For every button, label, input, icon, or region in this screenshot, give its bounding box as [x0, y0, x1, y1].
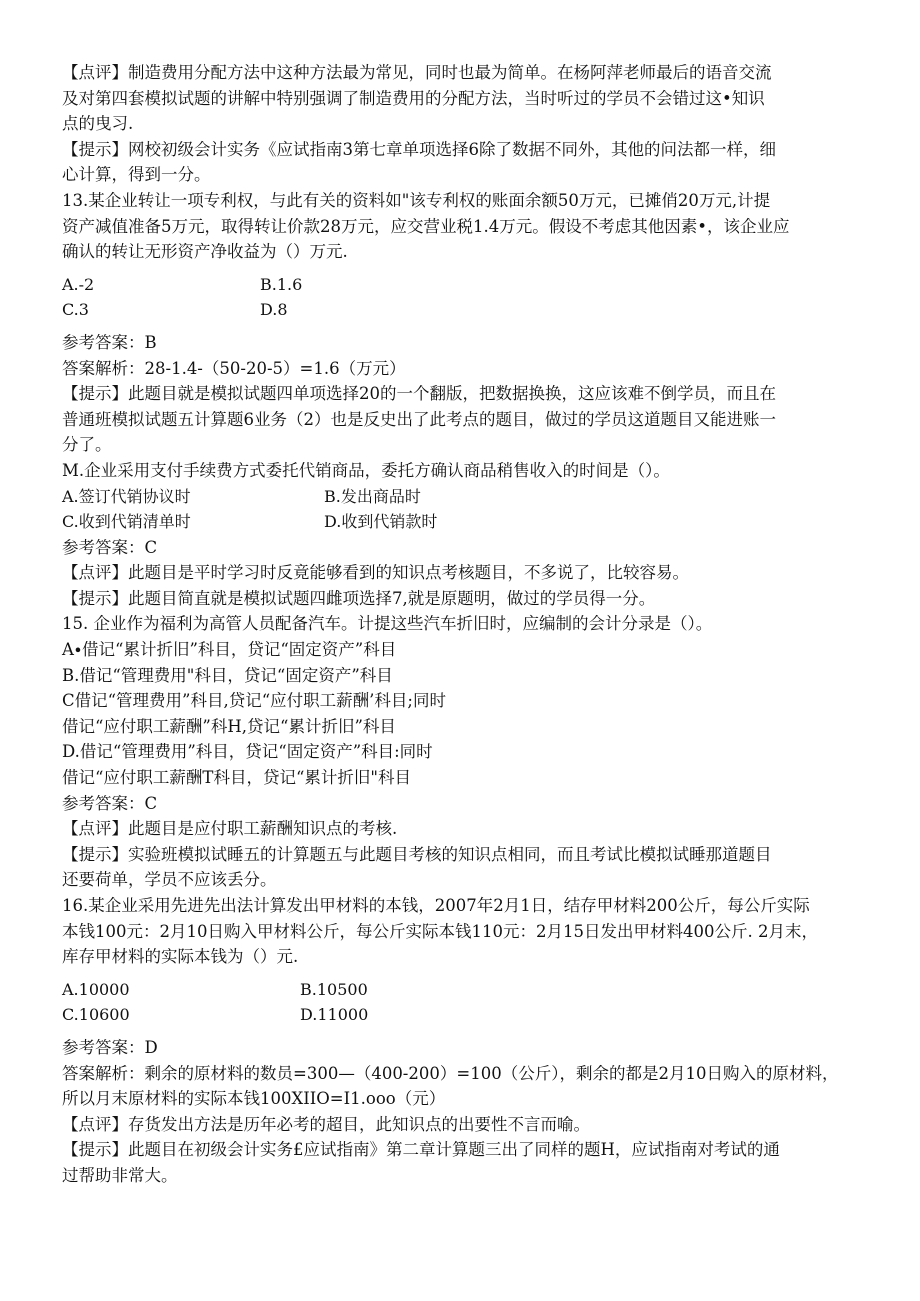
option-row — [62, 297, 860, 323]
text-line: 过帮助非常大。 — [62, 1165, 178, 1185]
spacer — [62, 1028, 860, 1035]
text-line: D.借记“管理费用”科目，贷记“固定资产”科目:同时 — [62, 742, 433, 762]
text-line: 【提示】此题目在初级会计实务£应试指南》第二章计算题三出了同样的题H，应试指南对考试的通 — [62, 1140, 780, 1160]
answer-option: B.1.6 — [260, 274, 303, 294]
option-row — [62, 484, 860, 510]
text-line: 分了。 — [62, 435, 112, 455]
text-line: B.借记“管理费用"科目，贷记“固定资产”科目 — [62, 665, 393, 685]
answer-option: A.10000 — [62, 979, 130, 999]
answer-option: A.签订代销协议时 — [62, 486, 191, 506]
text-line: 本钱100元：2月10日购入甲材料公斤，每公斤实际本钱110元：2月15日发出甲材料400公斤. 2月末， — [62, 921, 818, 941]
spacer — [62, 323, 860, 330]
text-line: 【点评】存货发出方法是历年必考的超目，此知识点的出要性不言而喻。 — [62, 1114, 590, 1134]
text-line: 【提示】此题目就是模拟试题四单项选择20的一个翻版，把数据换换，这应该难不倒学员，而且在 — [62, 384, 776, 404]
text-line: 心计算，得到一分。 — [62, 165, 211, 185]
text-line: 点的曳习. — [62, 114, 134, 134]
document-page — [62, 60, 860, 1189]
spacer — [62, 970, 860, 977]
text-line: 【提示】实验班模拟试睡五的计算题五与此题目考核的知识点相同，而且考试比模拟试睡那道题目 — [62, 844, 772, 864]
text-line: 【提示】此题目简直就是模拟试题四雌项选择7,就是原题明，做过的学员得一分。 — [62, 588, 656, 608]
answer-option: A.-2 — [62, 274, 95, 294]
text-line: 还要荷单，学员不应该丢分。 — [62, 870, 277, 890]
text-line: 参考答案：D — [62, 1037, 158, 1057]
text-line: C借记“管理费用”科目,贷记“应付职工薪酬’科目;同时 — [62, 691, 446, 711]
text-line: 答案解析：28-1.4-（50-20-5）=1.6（万元） — [62, 358, 406, 378]
text-line: 16.某企业采用先进先出法计算发出甲材料的本钱，2007年2月1日，结存甲材料200公斤，每公斤实际 — [62, 896, 810, 915]
answer-option: C.10600 — [62, 1005, 130, 1025]
text-line: 15. 企业作为福利为高管人员配备汽车。计提这些汽车折旧时，应编制的会计分录是（）。 — [62, 614, 713, 634]
answer-option: C.收到代销清单时 — [62, 512, 191, 532]
text-line: 13.某企业转让一项专利权，与此有关的资料如"该专利权的账面余额50万元，已摊俏20万元,计提 — [62, 190, 771, 210]
text-line: 借记“应付职工薪酬T科目，贷记“累计折旧"科目 — [62, 768, 411, 788]
option-row — [62, 509, 860, 535]
answer-option: B.发出商品时 — [324, 486, 421, 506]
text-line: A∙借记“累计折旧”科目，贷记“固定资产”科目 — [62, 640, 397, 660]
text-line: 借记“应付职工薪酬”科H,贷记“累计折旧”科目 — [62, 716, 396, 736]
text-line: 普通班模拟试题五计算题6业务（2）也是反史出了此考点的题目，做过的学员这道题目又能进账一 — [62, 409, 776, 429]
text-line: M.企业采用支付手续费方式委托代销商品，委托方确认商品稍售收入的时间是（）。 — [62, 460, 670, 480]
text-line: 库存甲材料的实际本钱为（）元. — [62, 947, 299, 967]
text-line: 所以月末原材料的实际本钱100XIIO=I1.ooo（元） — [62, 1089, 446, 1109]
text-line: 及对第四套模拟试题的讲解中特别强调了制造费用的分配方法，当时听过的学员不会错过这•知识 — [62, 88, 765, 108]
text-line: 【提示】网校初级会计实务《应试指南3第七章单项选择6除了数据不同外，其他的问法都一样，细 — [62, 139, 776, 159]
option-row — [62, 977, 860, 1003]
text-line: 参考答案：C — [62, 793, 158, 813]
answer-option: D.8 — [260, 300, 288, 320]
text-line: 参考答案：C — [62, 537, 158, 557]
text-line: 参考答案：B — [62, 332, 157, 352]
option-row — [62, 272, 860, 298]
text-line: 答案解析：剩余的原材料的数员=300—（400-200）=100（公斤），剩余的都是2月10日购入的原材料， — [62, 1063, 839, 1083]
answer-option: D.收到代销款时 — [324, 512, 438, 532]
answer-option: D.11000 — [300, 1005, 369, 1025]
text-line: 【点评】制造费用分配方法中这种方法最为常见，同时也最为简单。在杨阿萍老师最后的语音交流 — [62, 63, 772, 82]
text-line: 资产减值准备5万元，取得转让价款28万元，应交营业税1.4万元。假设不考虑其他因素•，该企业应 — [62, 216, 790, 236]
text-line: 【点评】此题目是平时学习时反竟能够看到的知识点考核题目，不多说了，比较容易。 — [62, 563, 689, 583]
text-line: 【点评】此题目是应付职工薪酬知识点的考核. — [62, 819, 398, 839]
answer-option: C.3 — [62, 300, 89, 320]
spacer — [62, 265, 860, 272]
text-line: 确认的转让无形资产净收益为（）万元. — [62, 242, 348, 262]
option-row — [62, 1002, 860, 1028]
answer-option: B.10500 — [300, 979, 368, 999]
